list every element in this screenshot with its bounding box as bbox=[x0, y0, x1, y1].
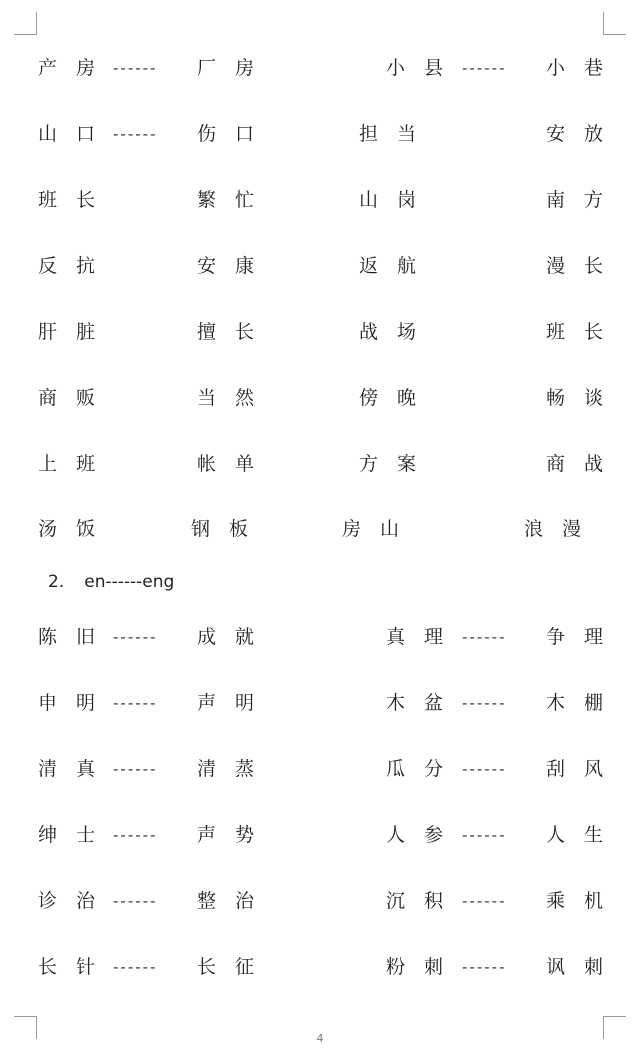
word-b: 钢板 bbox=[191, 518, 268, 540]
word-b: 整治 bbox=[197, 890, 274, 912]
word-b: 清蒸 bbox=[197, 758, 274, 780]
word-a: 班长 bbox=[38, 189, 115, 211]
word-c: 人参 bbox=[386, 824, 463, 846]
word-pair-row bbox=[0, 952, 640, 982]
word-d: 南方 bbox=[546, 189, 623, 211]
word-pair-row bbox=[0, 449, 640, 479]
word-c: 真理 bbox=[386, 626, 463, 648]
word-c: 沉积 bbox=[386, 890, 463, 912]
word-b: 伤口 bbox=[197, 123, 274, 145]
word-a: 诊治 bbox=[38, 890, 115, 912]
page-number: 4 bbox=[316, 1032, 324, 1045]
word-a: 产房 bbox=[38, 57, 115, 79]
dash-connector: ------ bbox=[113, 958, 158, 976]
word-d: 乘机 bbox=[546, 890, 623, 912]
word-d: 木棚 bbox=[546, 692, 623, 714]
word-c: 小县 bbox=[386, 57, 463, 79]
word-b: 安康 bbox=[197, 255, 274, 277]
word-pair-row bbox=[0, 185, 640, 215]
word-b: 长征 bbox=[197, 956, 274, 978]
word-c: 方案 bbox=[359, 453, 436, 475]
word-pair-row bbox=[0, 53, 640, 83]
word-a: 反抗 bbox=[38, 255, 115, 277]
word-d: 争理 bbox=[546, 626, 623, 648]
word-b: 成就 bbox=[197, 626, 274, 648]
word-c: 房山 bbox=[342, 518, 419, 540]
dash-connector: ------ bbox=[462, 892, 507, 910]
word-c: 傍晚 bbox=[359, 387, 436, 409]
word-b: 擅长 bbox=[197, 321, 274, 343]
word-pair-row bbox=[0, 688, 640, 718]
section-heading bbox=[48, 570, 174, 594]
dash-connector: ------ bbox=[113, 125, 158, 143]
word-a: 商贩 bbox=[38, 387, 115, 409]
dash-connector: ------ bbox=[462, 958, 507, 976]
word-a: 绅士 bbox=[38, 824, 115, 846]
word-a: 申明 bbox=[38, 692, 115, 714]
dash-connector: ------ bbox=[113, 694, 158, 712]
section-title: en------eng bbox=[84, 572, 175, 592]
section-number: 2. bbox=[48, 572, 65, 592]
top-right-crop-mark bbox=[603, 12, 626, 35]
word-d: 讽刺 bbox=[546, 956, 623, 978]
word-d: 小巷 bbox=[546, 57, 623, 79]
dash-connector: ------ bbox=[462, 628, 507, 646]
word-c: 山岗 bbox=[359, 189, 436, 211]
word-a: 肝脏 bbox=[38, 321, 115, 343]
word-d: 浪漫 bbox=[524, 518, 601, 540]
word-b: 声势 bbox=[197, 824, 274, 846]
dash-connector: ------ bbox=[462, 59, 507, 77]
word-b: 声明 bbox=[197, 692, 274, 714]
dash-connector: ------ bbox=[113, 892, 158, 910]
word-c: 木盆 bbox=[386, 692, 463, 714]
top-left-crop-mark bbox=[14, 12, 37, 35]
dash-connector: ------ bbox=[113, 628, 158, 646]
word-b: 当然 bbox=[197, 387, 274, 409]
dash-connector: ------ bbox=[462, 760, 507, 778]
dash-connector: ------ bbox=[113, 59, 158, 77]
word-c: 担当 bbox=[359, 123, 436, 145]
word-a: 汤饭 bbox=[38, 518, 115, 540]
word-d: 安放 bbox=[546, 123, 623, 145]
word-pair-row bbox=[0, 251, 640, 281]
word-a: 清真 bbox=[38, 758, 115, 780]
word-d: 班长 bbox=[546, 321, 623, 343]
word-pair-row bbox=[0, 514, 640, 544]
word-a: 长针 bbox=[38, 956, 115, 978]
word-d: 漫长 bbox=[546, 255, 623, 277]
word-d: 商战 bbox=[546, 453, 623, 475]
word-pair-row bbox=[0, 383, 640, 413]
word-b: 繁忙 bbox=[197, 189, 274, 211]
word-d: 刮风 bbox=[546, 758, 623, 780]
word-c: 返航 bbox=[359, 255, 436, 277]
word-c: 粉刺 bbox=[386, 956, 463, 978]
word-pair-row bbox=[0, 886, 640, 916]
word-pair-row bbox=[0, 820, 640, 850]
word-c: 瓜分 bbox=[386, 758, 463, 780]
word-a: 陈旧 bbox=[38, 626, 115, 648]
dash-connector: ------ bbox=[462, 694, 507, 712]
word-d: 人生 bbox=[546, 824, 623, 846]
dash-connector: ------ bbox=[462, 826, 507, 844]
dash-connector: ------ bbox=[113, 760, 158, 778]
dash-connector: ------ bbox=[113, 826, 158, 844]
word-b: 帐单 bbox=[197, 453, 274, 475]
word-c: 战场 bbox=[359, 321, 436, 343]
word-d: 畅谈 bbox=[546, 387, 623, 409]
word-b: 厂房 bbox=[197, 57, 274, 79]
word-pair-row bbox=[0, 754, 640, 784]
word-pair-row bbox=[0, 317, 640, 347]
word-pair-row bbox=[0, 622, 640, 652]
word-pair-row bbox=[0, 119, 640, 149]
word-a: 山口 bbox=[38, 123, 115, 145]
word-a: 上班 bbox=[38, 453, 115, 475]
